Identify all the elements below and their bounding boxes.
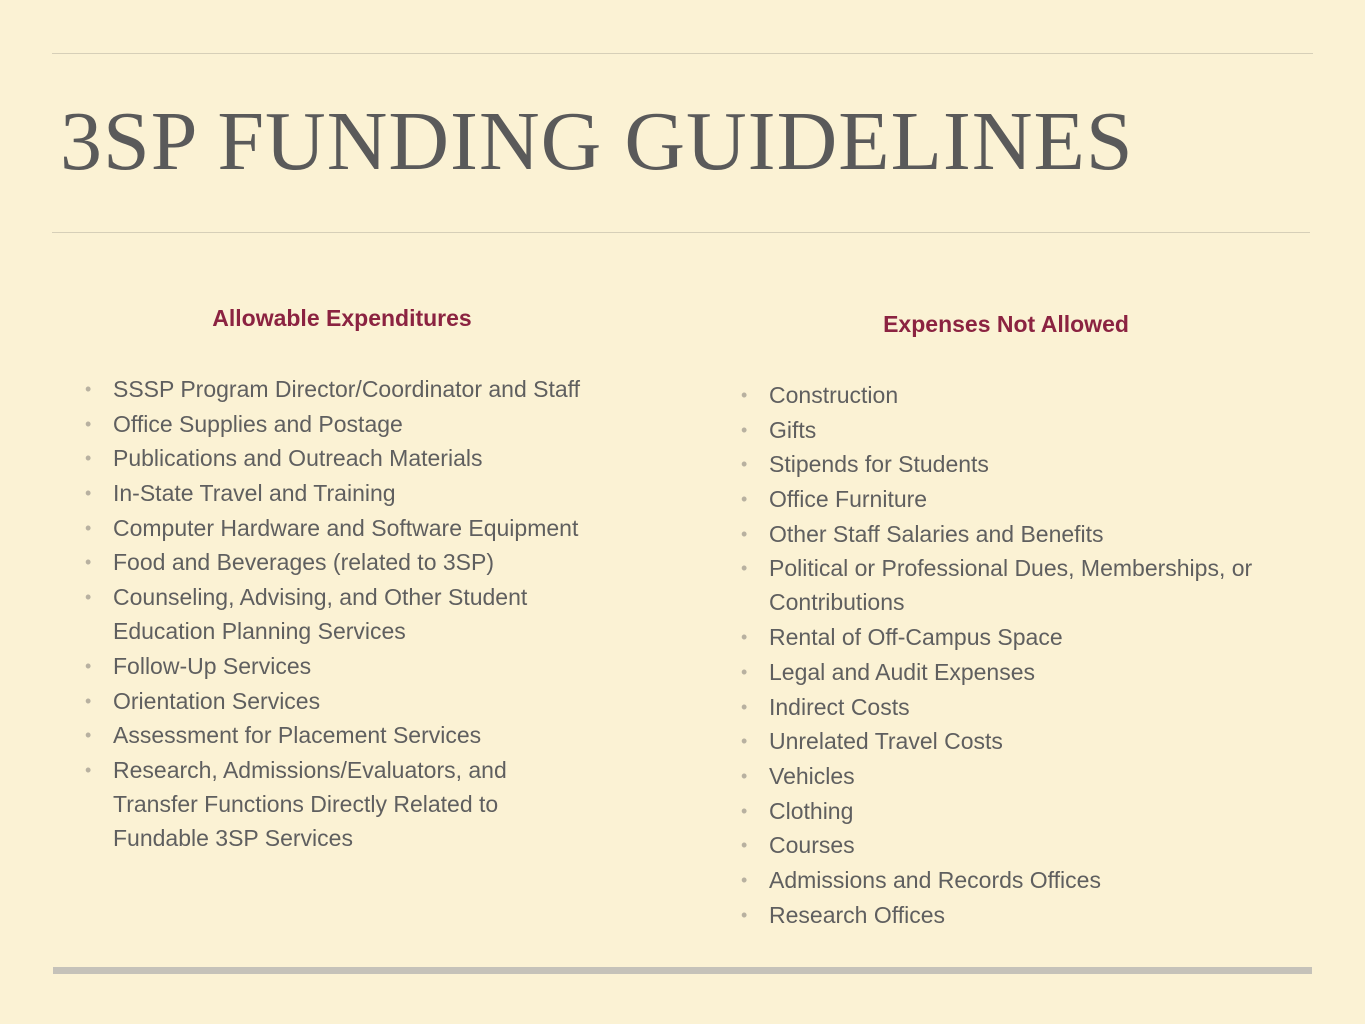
title-divider (52, 232, 1310, 233)
bullet-icon: • (741, 869, 748, 890)
bullet-icon: • (741, 385, 748, 405)
bullet-icon: • (741, 835, 748, 856)
list-item-text: Research, Admissions/Evaluators, and Transfer Functions Directly Related to Fundable 3SP Services (113, 756, 507, 851)
list-item (85, 718, 585, 752)
bullet-icon: • (85, 448, 92, 469)
list-item-text: Assessment for Placement Services (113, 722, 482, 749)
list-item (741, 447, 1301, 481)
bullet-icon: • (741, 800, 748, 821)
list-item-text: Orientation Services (113, 687, 321, 714)
list-item (741, 759, 1301, 793)
list-item (741, 898, 1301, 932)
list-item (741, 724, 1301, 758)
list-item-text: Stipends for Students (769, 451, 989, 478)
bullet-icon: • (85, 379, 92, 399)
bullet-icon: • (85, 483, 92, 504)
list-item (741, 863, 1301, 897)
bottom-bar (53, 967, 1312, 974)
bullet-icon: • (741, 523, 748, 544)
list-item-text: Political or Professional Dues, Memberships, or Contributions (769, 555, 1253, 616)
list-item (741, 620, 1301, 654)
list-item-text: Admissions and Records Offices (769, 866, 1101, 893)
list-item (741, 828, 1301, 862)
bullet-icon: • (741, 661, 748, 682)
list-item (85, 545, 585, 579)
list-item (85, 441, 585, 475)
list-item (85, 372, 585, 406)
list-item (85, 476, 585, 510)
bullet-icon: • (741, 731, 748, 752)
top-divider (52, 53, 1313, 54)
list-item-text: Computer Hardware and Software Equipment (113, 514, 579, 541)
list-item (741, 794, 1301, 828)
bullet-icon: • (85, 725, 92, 746)
list-item-text: Unrelated Travel Costs (769, 728, 1003, 755)
list-item (741, 413, 1301, 447)
bullet-icon: • (741, 627, 748, 648)
list-item (741, 655, 1301, 689)
allowable-heading: Allowable Expenditures (212, 305, 472, 331)
list-item (85, 649, 585, 683)
list-item (741, 482, 1301, 516)
list-item-text: SSSP Program Director/Coordinator and Staff (113, 376, 581, 402)
list-item-text: Vehicles (769, 762, 855, 789)
not-allowed-heading: Expenses Not Allowed (883, 311, 1129, 337)
list-item-text: Office Furniture (769, 486, 928, 513)
list-item (85, 407, 585, 441)
allowable-list (85, 372, 585, 856)
list-item (85, 753, 585, 855)
list-item-text: Courses (769, 832, 855, 859)
bullet-icon: • (85, 690, 92, 711)
bullet-icon: • (741, 558, 748, 579)
bullet-icon: • (741, 419, 748, 440)
list-item-text: Rental of Off-Campus Space (769, 624, 1063, 651)
bullet-icon: • (741, 765, 748, 786)
list-item-text: Food and Beverages (related to 3SP) (113, 549, 495, 576)
list-item-text: Indirect Costs (769, 693, 910, 720)
bullet-icon: • (85, 552, 92, 573)
list-item (741, 551, 1301, 619)
list-item (85, 511, 585, 545)
list-item (741, 690, 1301, 724)
list-item-text: Clothing (769, 797, 854, 824)
not-allowed-list (741, 378, 1301, 932)
list-item (741, 378, 1301, 412)
list-item-text: Office Supplies and Postage (113, 410, 403, 437)
bullet-icon: • (741, 454, 748, 475)
list-item-text: Construction (769, 382, 899, 408)
page-title: 3SP FUNDING GUIDELINES (60, 95, 1134, 188)
list-item-text: Counseling, Advising, and Other Student Education Planning Services (113, 584, 528, 645)
bullet-icon: • (85, 655, 92, 676)
list-item (85, 580, 585, 648)
bullet-icon: • (741, 489, 748, 510)
list-item-text: Other Staff Salaries and Benefits (769, 520, 1104, 547)
bullet-icon: • (85, 413, 92, 434)
bullet-icon: • (85, 517, 92, 538)
bullet-icon: • (741, 696, 748, 717)
list-item-text: Publications and Outreach Materials (113, 445, 483, 472)
list-item (741, 517, 1301, 551)
list-item-text: Follow-Up Services (113, 652, 312, 679)
bullet-icon: • (85, 759, 92, 780)
bullet-icon: • (85, 587, 92, 608)
bullet-icon: • (741, 904, 748, 925)
list-item (85, 684, 585, 718)
list-item-text: In-State Travel and Training (113, 480, 396, 507)
list-item-text: Research Offices (769, 901, 945, 928)
list-item-text: Legal and Audit Expenses (769, 658, 1035, 685)
list-item-text: Gifts (769, 416, 817, 443)
